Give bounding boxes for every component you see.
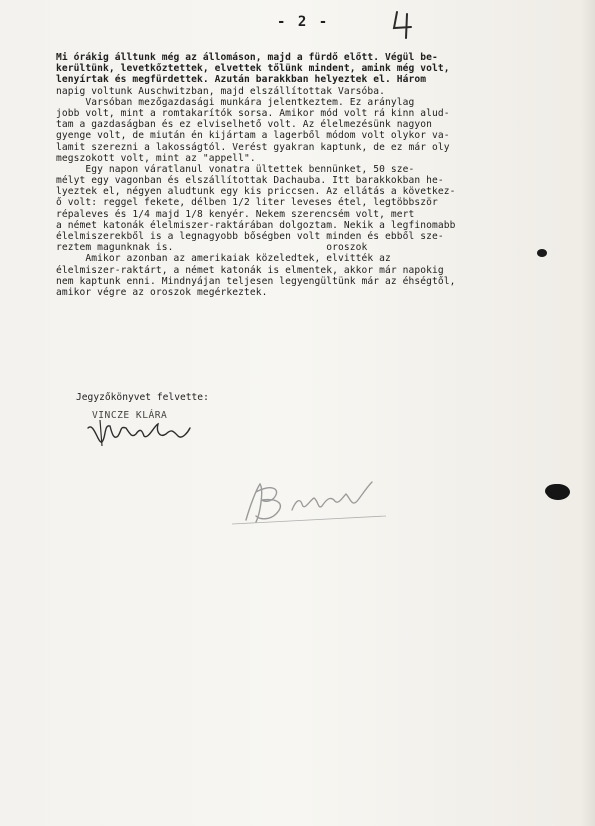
text-line: ő volt: reggel fekete, délben 1/2 liter leveses étel, legtöbbször [56,197,438,209]
page-edge-shadow [581,0,595,826]
recorder-label: Jegyzőkönyvet felvette: [76,392,209,403]
text-line: élelmiszerekből is a legnagyobb bőségben volt minden és ebből sze- [56,231,444,242]
text-line: lenyírtak és megfürdettek. Azután barakkban helyeztek el. Három [56,74,427,86]
page-number: - 2 - [277,14,330,30]
text-line: Varsóban mezőgazdasági munkára jelentkeztem. Ez aránylag [56,96,415,108]
text-line: tam a gazdaságban és ez elviselhető volt. Az élelmezésünk nagyon [56,119,433,131]
text-line: Mi órákig álltunk még az állomáson, majd a fürdő előtt. Végül be- [56,52,438,63]
ink-dot [537,249,547,257]
text-line: gyenge volt, de miután én kijártam a lagerből módom volt olykor va- [56,130,450,142]
witness-signature [226,470,396,532]
text-line: kerültünk, levetkőztettek, elvettek tőlünk mindent, amink még volt, [56,63,450,75]
text-line: Amikor azonban az amerikaiak közeledtek, elvitték az [56,253,391,265]
ink-blot [545,484,567,498]
text-line: a német katonák élelmiszer-raktárában dolgoztam. Nekik a legfinomabb [56,219,456,231]
text-line: élelmiszer-raktárt, a német katonák is elmentek, akkor már napokig [56,264,444,276]
text-line: nem kaptunk enni. Mindnyájan teljesen legyengültünk már az éhségtől, [56,275,456,287]
text-line: lamit szerezni a lakosságtól. Verést gyakran kaptunk, de ez már oly [56,141,450,153]
recorder-signature [84,414,194,450]
text-line: reztem magunknak is. oroszok [56,242,368,254]
text-line: jobb volt, mint a romtakarítók sorsa. Amikor mód volt rá kinn alud- [56,107,450,119]
text-line: amikor végre az oroszok megérkeztek. [56,286,268,298]
handwritten-page-mark [391,10,415,40]
text-line: napig voltunk Auschwitzban, majd elszállítottak Varsóba. [56,85,386,97]
text-line: lyeztek el, négyen aludtunk egy kis priccsen. Az ellátás a következ- [56,186,456,198]
text-line: répaleves és 1/4 majd 1/8 kenyér. Nekem szerencsém volt, mert [56,208,415,220]
text-line: megszokott volt, mint az "appell". [56,152,256,164]
recorder-name: VINCZE KLÁRA [92,410,168,421]
text-line: mélyt egy vagonban és elszállítottak Dachauba. Itt barakkokban he- [56,175,444,187]
text-line: Egy napon váratlanul vonatra ültettek bennünket, 50 sze- [56,163,415,175]
testimony-text [56,52,576,298]
